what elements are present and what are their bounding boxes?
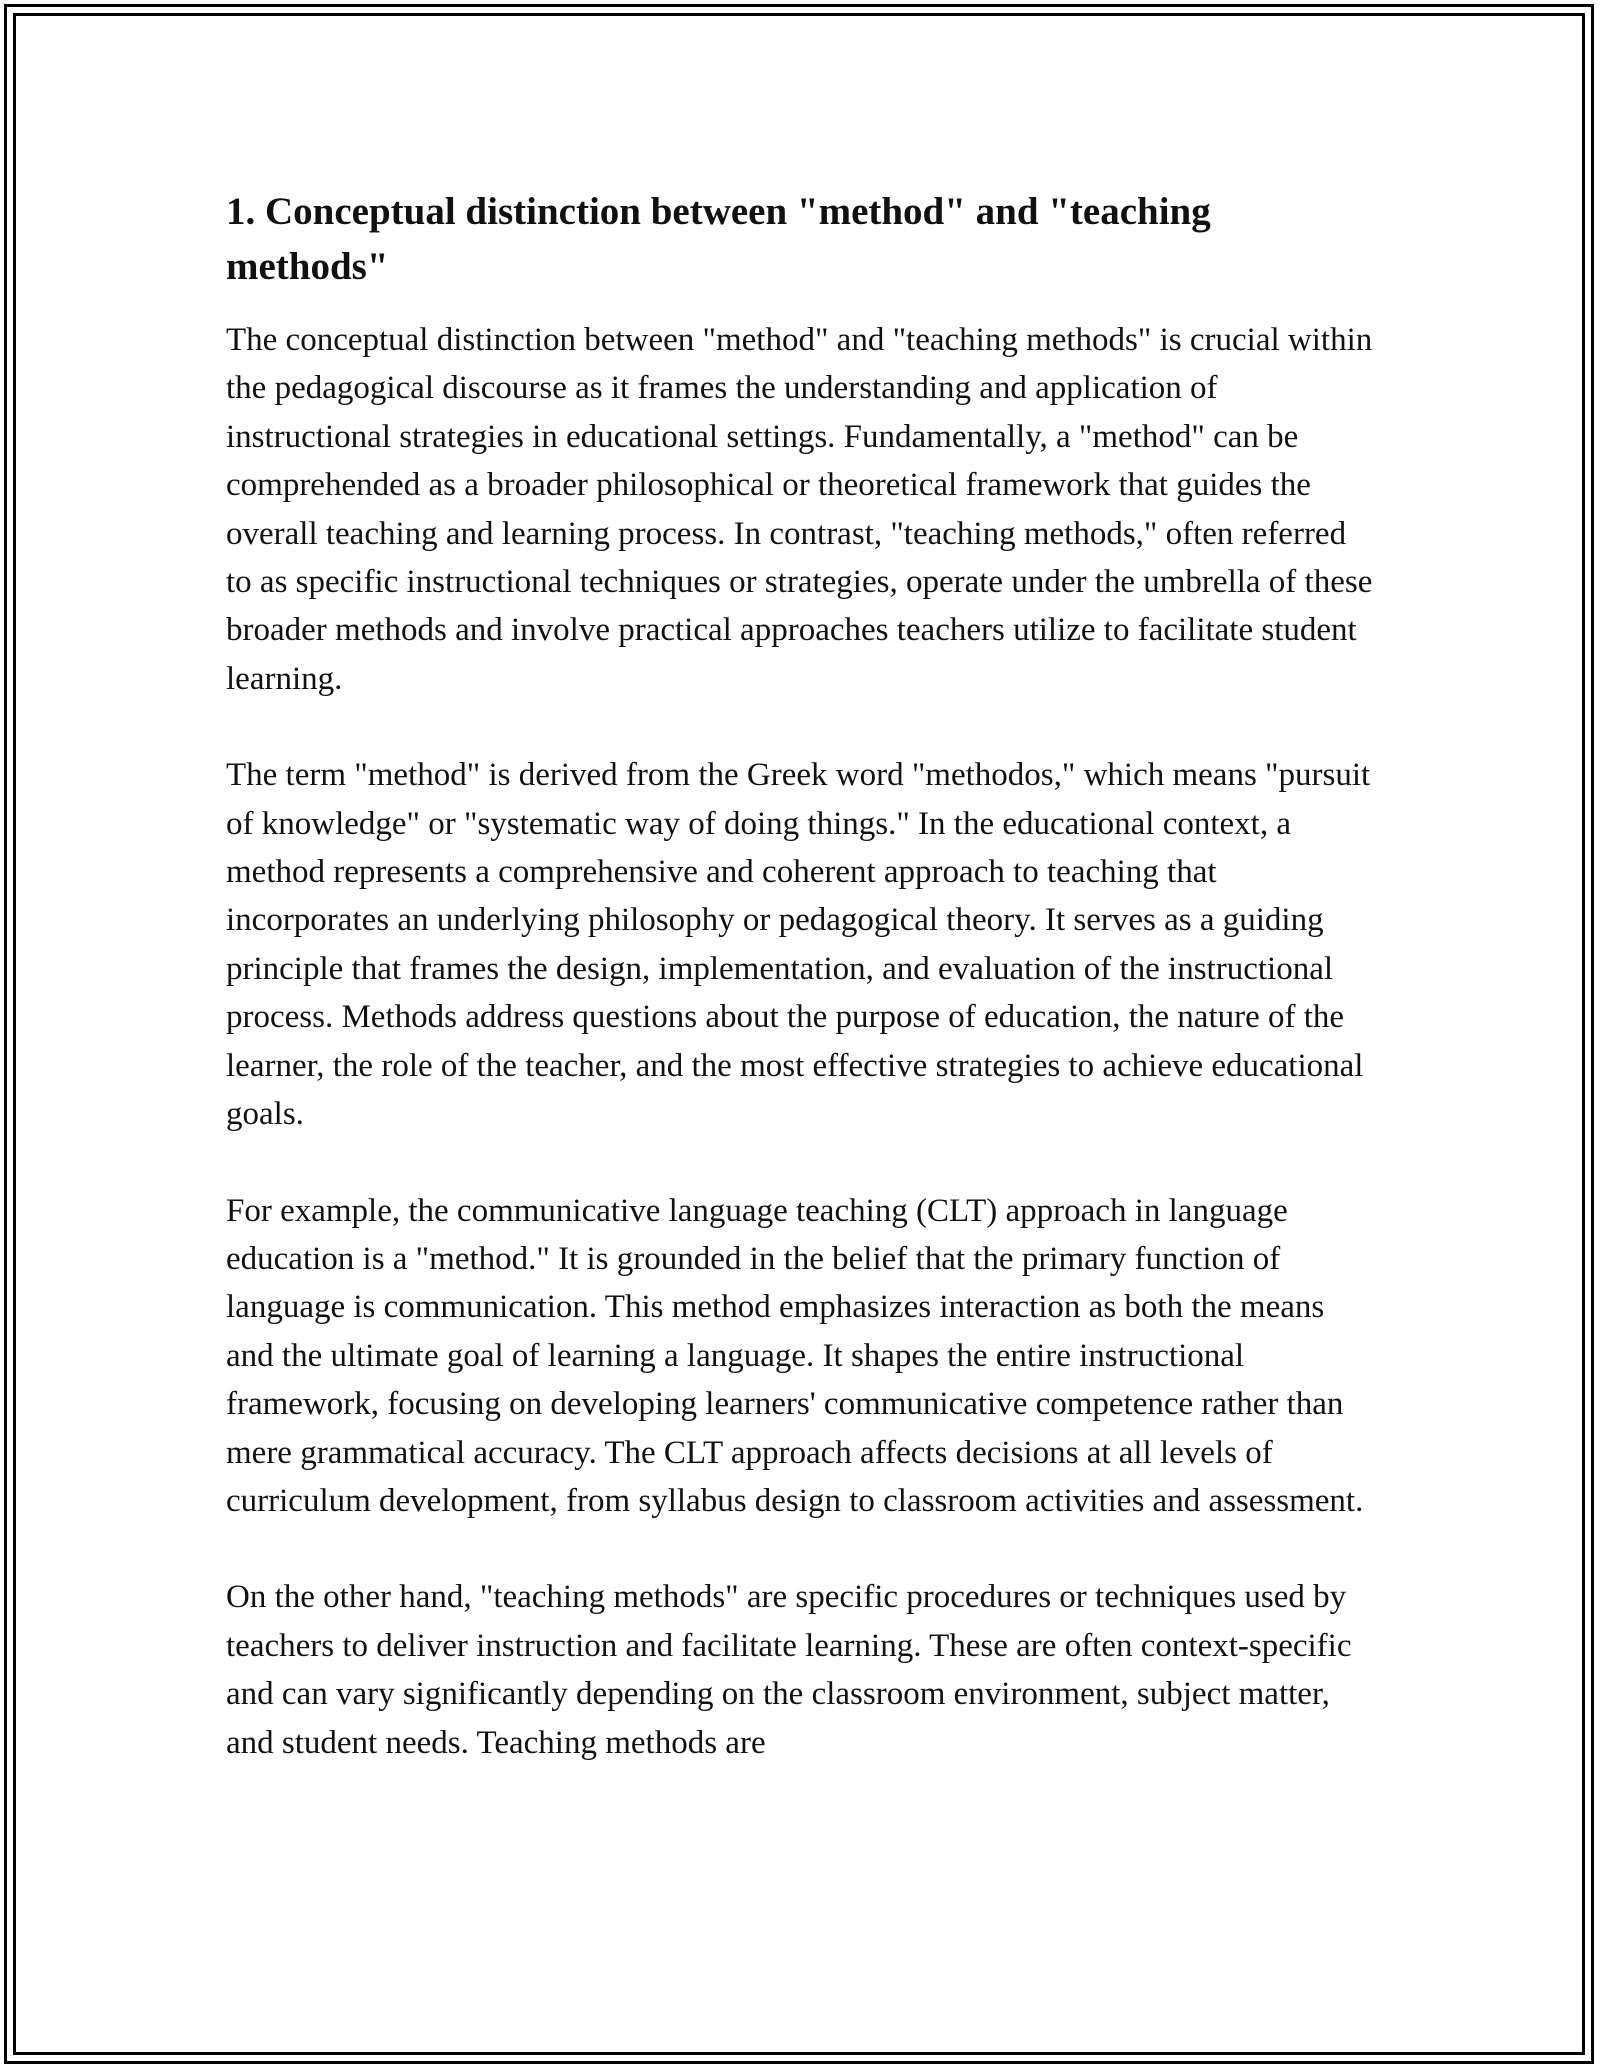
section-heading: 1. Conceptual distinction between "method" and "teaching methods" (226, 190, 1211, 288)
paragraph-teaching-methods: On the other hand, "teaching methods" are specific procedures or techniques used by teachers to deliver instruction and facilitate learning. These are often context-specific and can vary significantly depending on the classroom environment, subject matter, and student needs. Teaching methods are (226, 1579, 1352, 1761)
paragraph-definition: The conceptual distinction between "method" and "teaching methods" is crucial within the pedagogical discourse as it frames the understanding and application of instructional strategies in educational settings. Fundamentally, a "method" can be comprehended as a broader philosophical or theoretical framework that guides the overall teaching and learning process. In contrast, "teaching methods," often referred to as specific instructional techniques or strategies, operate under the umbrella of these broader methods and involve practical approaches teachers utilize to facilitate student learning. (226, 322, 1373, 697)
paragraph-clt-example: For example, the communicative language teaching (CLT) approach in language education is a "method." It is grounded in the belief that the primary function of language is communication. This method emphasizes interaction as both the means and the ultimate goal of learning a language. It shapes the entire instructional framework, focusing on developing learners' communicative competence rather than mere grammatical accuracy. The CLT approach affects decisions at all levels of curriculum development, from syllabus design to classroom activities and assessment. (226, 1192, 1364, 1519)
document-body (226, 184, 1376, 1815)
paragraph-method-etymology: The term "method" is derived from the Greek word "methodos," which means "pursuit of knowledge" or "systematic way of doing things." In the educational context, a method represents a comprehensive and coherent approach to teaching that incorporates an underlying philosophy or pedagogical theory. It serves as a guiding principle that frames the design, implementation, and evaluation of the instructional process. Methods address questions about the purpose of education, the nature of the learner, the role of the teacher, and the most effective strategies to achieve educational goals. (226, 757, 1371, 1133)
